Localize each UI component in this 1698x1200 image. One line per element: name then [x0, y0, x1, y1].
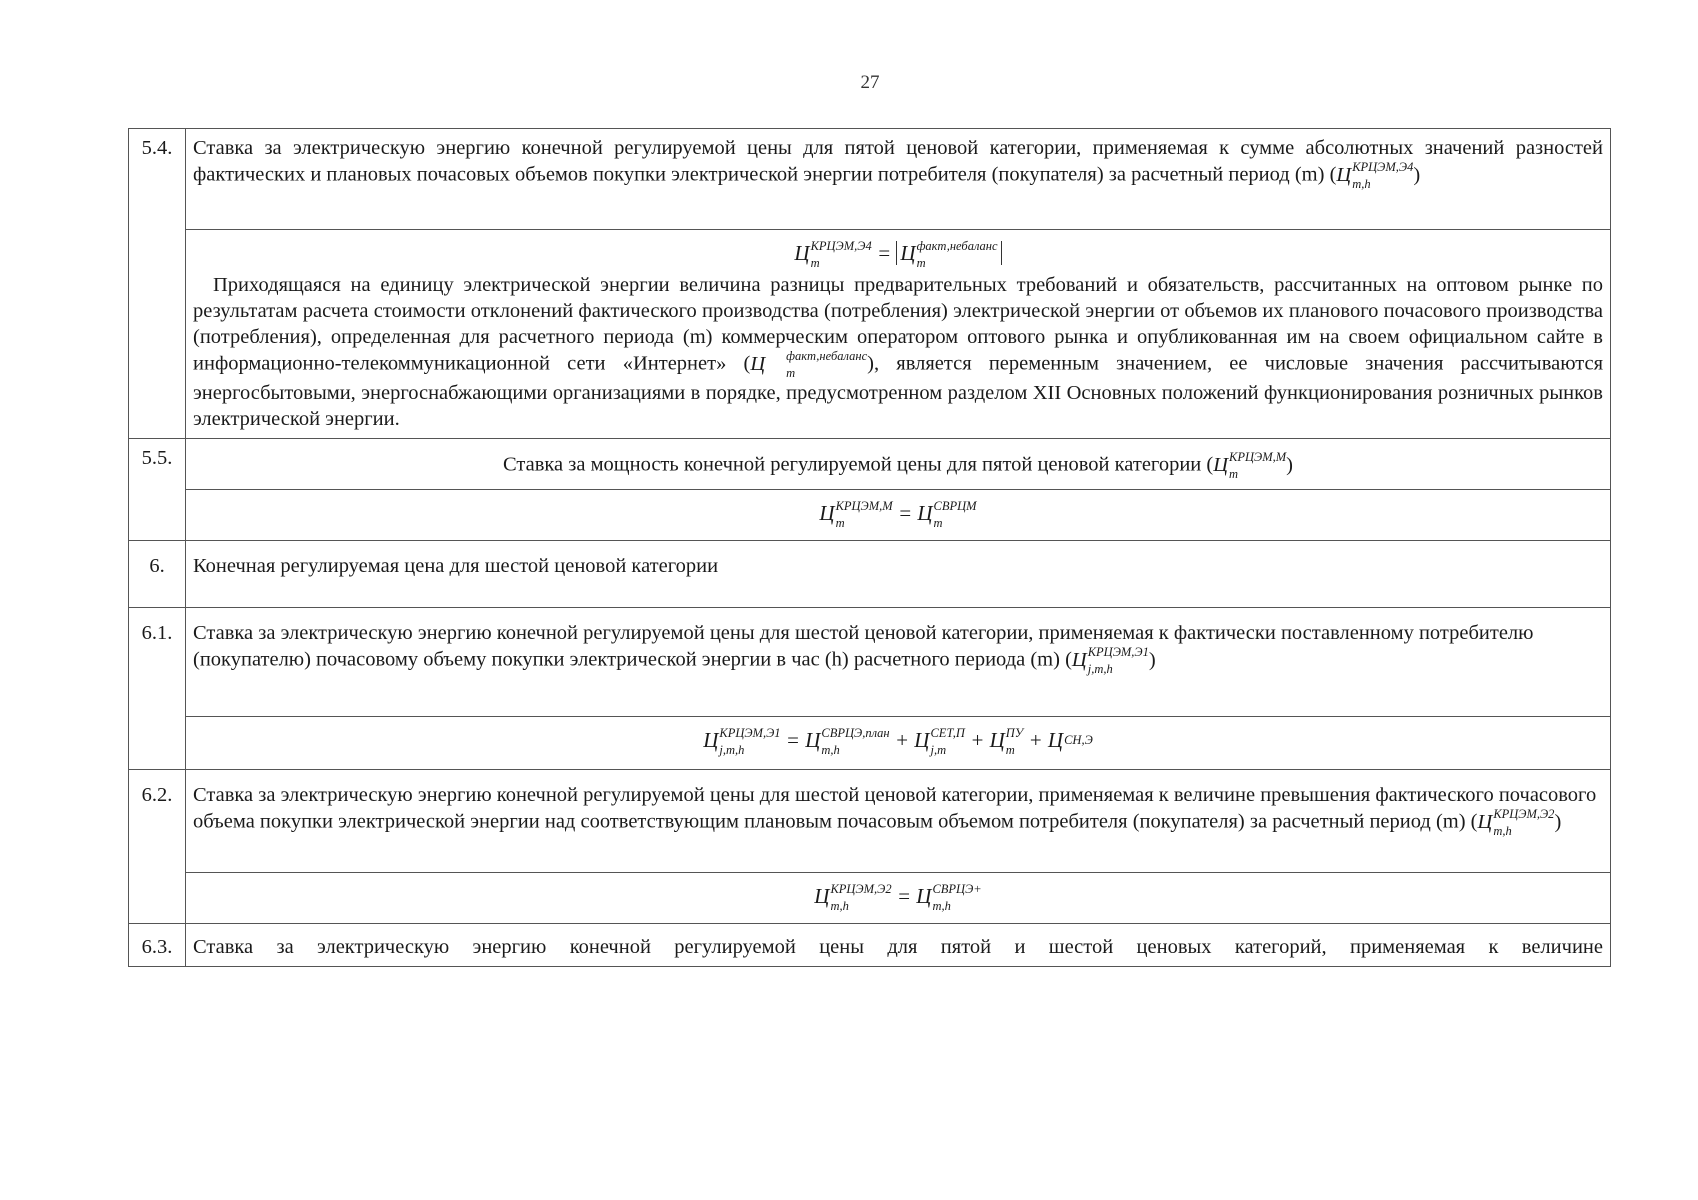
formula-equals: =: [785, 728, 800, 753]
formula-symbol: Ц: [1213, 453, 1229, 476]
formula-symbol: Ц: [916, 884, 932, 909]
formula: [193, 727, 1603, 757]
formula-superscript: СВРЦЭ+: [932, 882, 982, 897]
row-title: [186, 608, 1611, 717]
formula-superscript: ПУ: [1005, 726, 1024, 741]
title-text: Ставка за электрическую энергию конечной регулируемой цены для шестой ценовой категории, применяемая к величине превышения фактического почасового объема покупки электрической энергии над соответствующим плановым почасовым объемом потребителя (покупателя) за расчетный период (m) (: [193, 784, 1597, 833]
description-text: ), является переменным значением, ее числовые значения рассчитываются энергосбытовыми, энергоснабжающими организациями в порядке, предусмотренном разделом XII Основных положений функционирования розничных рынков электрической энергии.: [193, 352, 1603, 431]
formula-plus: +: [970, 728, 985, 753]
formula-cell: [186, 230, 1611, 439]
table-row: [129, 608, 1611, 717]
formula-symbol: Ц: [1336, 163, 1352, 186]
formula-subscript: j,m,h: [719, 743, 745, 758]
formula-symbol: Ц: [1047, 728, 1064, 753]
row-number: 5.5.: [129, 439, 186, 541]
formula-subscript: m: [810, 256, 820, 271]
inline-formula: [1071, 645, 1156, 677]
formula-cell: [186, 873, 1611, 924]
formula-plus: +: [894, 728, 910, 753]
table-row: [129, 490, 1611, 541]
formula-subscript: m: [1229, 467, 1239, 482]
row-number: 6.: [129, 541, 186, 608]
formula-superscript: СЕТ,П: [930, 726, 965, 741]
formula-superscript: КРЦЭМ,Э4: [1352, 160, 1414, 174]
table-row: [129, 541, 1611, 608]
title-text: Ставка за электрическую энергию конечной регулируемой цены для шестой ценовой категории, применяемая к фактически поставленному потребителю (покупателю) почасовому объему покупки электрической энергии в час (h) расчетного периода (m) (: [193, 622, 1534, 671]
formula-subscript: m,h: [830, 899, 849, 914]
row-title: [186, 439, 1611, 490]
formula-subscript: m: [786, 366, 796, 381]
formula-equals: =: [876, 241, 892, 265]
formula-subscript: m: [835, 516, 845, 531]
formula-symbol: Ц: [914, 728, 930, 753]
formula-subscript: [1064, 747, 1093, 751]
formula-superscript: СВРЦМ: [933, 499, 977, 514]
formula-symbol: Ц: [819, 501, 835, 526]
row-title: [186, 770, 1611, 873]
formula-superscript: КРЦЭМ,М: [1229, 450, 1287, 465]
formula: [193, 240, 1603, 270]
table-row: [129, 770, 1611, 873]
title-text: Ставка за электрическую энергию конечной регулируемой цены для пятой ценовой категории, применяемая к сумме абсолютных значений разностей фактических и плановых почасовых объемов покупки электрической энергии потребителя (покупателя) за расчетный период (m) (: [193, 137, 1603, 186]
formula-superscript: факт,небаланс: [786, 349, 868, 364]
formula-symbol: Ц: [794, 241, 810, 265]
formula-superscript: КРЦЭМ,Э1: [1087, 645, 1149, 660]
formula-symbol: Ц: [805, 728, 821, 753]
formula-symbol: Ц: [750, 352, 766, 375]
row-title: Конечная регулируемая цена для шестой ценовой категории: [186, 541, 1611, 608]
row-number: 6.2.: [129, 770, 186, 924]
formula-symbol: Ц: [703, 728, 719, 753]
formula-subscript: m: [933, 516, 943, 531]
formula-superscript: КРЦЭМ,Э1: [719, 726, 781, 741]
table-row: [129, 717, 1611, 770]
tariff-table: [128, 128, 1611, 967]
table-row: [129, 230, 1611, 439]
formula-symbol: Ц: [1477, 810, 1493, 833]
formula-subscript: m,h: [821, 743, 840, 758]
formula-symbol: Ц: [1071, 648, 1087, 671]
formula-symbol: Ц: [989, 728, 1005, 753]
formula-subscript: m,h: [932, 899, 951, 914]
table-row: [129, 873, 1611, 924]
formula-cell: [186, 490, 1611, 541]
formula-subscript: j,m: [930, 743, 947, 758]
formula-superscript: факт,небаланс: [916, 239, 998, 254]
inline-formula: [1336, 160, 1421, 191]
description-text: Приходящаяся на единицу электрической энергии величина разницы предварительных требований и обязательств, рассчитанных на оптовом рынке по результатам расчета стоимости отклонений фактического производства (потребления) электрической энергии от объемов их планового почасового производства (потребления), определенная для расчетного периода (m) коммерческим оператором оптового рынка и опубликованная им на своем официальном сайте в информационно-телекоммуникационной сети «Интернет» (: [193, 274, 1603, 375]
formula-superscript: КРЦЭМ,Э2: [830, 882, 892, 897]
formula-subscript: m: [1005, 743, 1015, 758]
absolute-value: [896, 239, 1001, 271]
table-row: [129, 439, 1611, 490]
formula-symbol: Ц: [917, 501, 933, 526]
title-close-paren: ): [1413, 163, 1421, 186]
formula: [193, 500, 1603, 530]
formula-equals: =: [897, 501, 913, 526]
description: [193, 272, 1603, 432]
formula-subscript: m,h: [1493, 824, 1512, 839]
row-title: [186, 129, 1611, 230]
formula-subscript: j,m,h: [1087, 662, 1113, 677]
page-number: 27: [860, 72, 880, 93]
table-row: [129, 129, 1611, 230]
row-number: 5.4.: [129, 129, 186, 439]
row-number: 6.1.: [129, 608, 186, 770]
inline-formula: [1477, 807, 1562, 839]
row-number: 6.3.: [129, 924, 186, 967]
formula: [193, 883, 1603, 913]
title-close-paren: ): [1286, 453, 1293, 476]
formula-superscript: КРЦЭМ,Э4: [810, 239, 872, 254]
formula-symbol: Ц: [900, 241, 916, 265]
formula-subscript: m: [916, 256, 926, 271]
formula-superscript: СН,Э: [1064, 732, 1093, 747]
formula-superscript: СВРЦЭ,план: [821, 726, 890, 741]
formula-superscript: КРЦЭМ,Э2: [1493, 807, 1555, 822]
formula-symbol: Ц: [814, 884, 830, 909]
table-row: [129, 924, 1611, 967]
title-close-paren: ): [1554, 810, 1562, 833]
title-close-paren: ): [1148, 648, 1156, 671]
inline-formula: [1213, 450, 1293, 482]
inline-formula: [750, 349, 868, 381]
formula-plus: +: [1028, 728, 1043, 753]
formula-equals: =: [896, 884, 912, 909]
title-text: Ставка за мощность конечной регулируемой цены для пятой ценовой категории (: [503, 453, 1214, 476]
formula-superscript: КРЦЭМ,М: [835, 499, 893, 514]
formula-subscript: m,h: [1352, 177, 1371, 191]
formula-cell: [186, 717, 1611, 770]
row-title: Ставка за электрическую энергию конечной регулируемой цены для пятой и шестой ценовых категорий, применяемая к величине: [186, 924, 1611, 967]
